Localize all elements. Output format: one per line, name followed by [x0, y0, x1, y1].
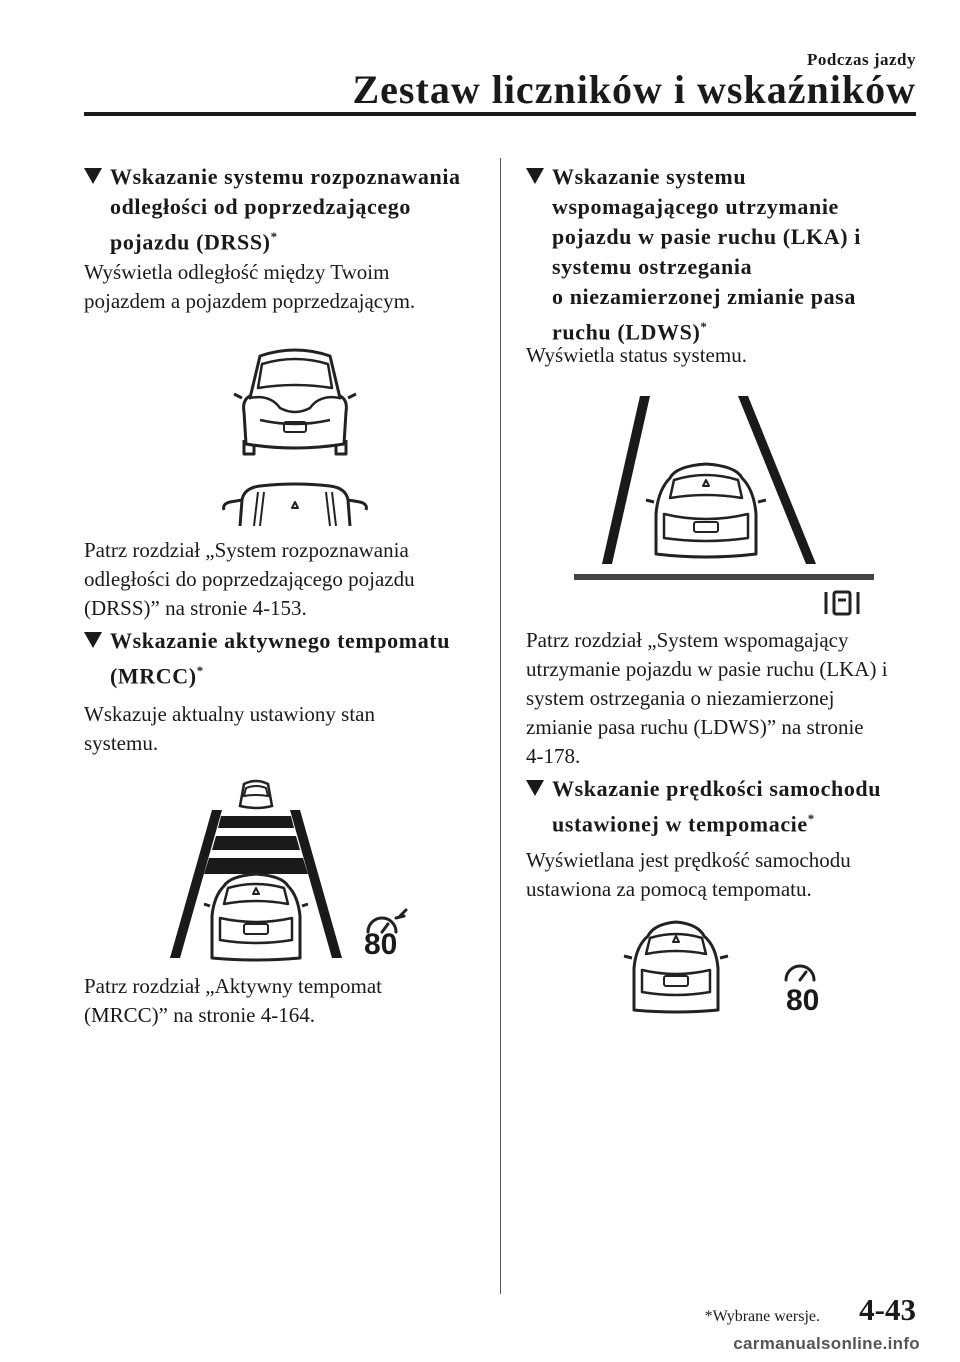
watermark: carmanualsonline.info [733, 1334, 920, 1353]
triangle-bullet-icon [526, 780, 544, 796]
drss-description: Wyświetla odległość między Twoim pojazdem a pojazdem poprzedzającym. [84, 260, 416, 313]
triangle-bullet-icon [84, 168, 102, 184]
mrcc-reference: Patrz rozdział „Aktywny tempomat (MRCC)” na stronie 4-164. [84, 974, 382, 1027]
cruise-speed-icon [786, 966, 814, 980]
road-edge [574, 574, 874, 580]
leading-car-icon [240, 781, 272, 808]
own-car-icon [646, 464, 766, 557]
set-speed-value: 80 [786, 984, 820, 1017]
column-divider [500, 158, 501, 1294]
footnote: *Wybrane wersje. [704, 1308, 820, 1325]
own-car-icon [624, 922, 728, 1012]
own-car-icon [204, 874, 308, 960]
triangle-bullet-icon [526, 168, 544, 184]
page-number: 4-43 [859, 1292, 916, 1327]
leading-car-rear-icon [234, 350, 356, 454]
heading-drss: Wskazanie systemu rozpoznawania odległości od poprzedzającego pojazdu (DRSS)* [84, 162, 510, 257]
heading-set-speed: Wskazanie prędkości samochodu ustawionej w tempomacie* [526, 774, 952, 839]
lka-reference: Patrz rozdział „System wspomagający utrzymanie pojazdu w pasie ruchu (LKA) i system ostrzegania o niezamierzonej zmianie pasa ruchu (LDWS)” na stronie 4-178. [526, 628, 888, 768]
lka-illustration [570, 394, 880, 620]
triangle-bullet-icon [84, 632, 102, 648]
chapter-title: Zestaw liczników i wskaźników [352, 67, 916, 112]
own-car-hood-icon [224, 484, 367, 526]
section-label: Podczas jazdy [807, 50, 916, 69]
drss-illustration [220, 336, 370, 526]
distance-bars [204, 816, 308, 874]
header-rule [84, 112, 916, 116]
set-speed-description: Wyświetlana jest prędkość samochodu ustawiona za pomocą tempomatu. [526, 848, 851, 901]
heading-mrcc: Wskazanie aktywnego tempomatu (MRCC)* [84, 626, 510, 691]
lane-keep-icon [826, 592, 858, 614]
mrcc-speed-value: 80 [364, 928, 398, 961]
lka-description: Wyświetla status systemu. [526, 343, 747, 367]
mrcc-description: Wskazuje aktualny ustawiony stan systemu. [84, 702, 376, 755]
drss-reference: Patrz rozdział „System rozpoznawania odległości do poprzedzającego pojazdu (DRSS)” na stronie 4-153. [84, 538, 415, 620]
heading-lka-ldws: Wskazanie systemu wspomagającego utrzymanie pojazdu w pasie ruchu (LKA) i systemu ostrzegania o niezamierzonej zmianie pasa ruchu (LDWS)* [526, 162, 952, 347]
